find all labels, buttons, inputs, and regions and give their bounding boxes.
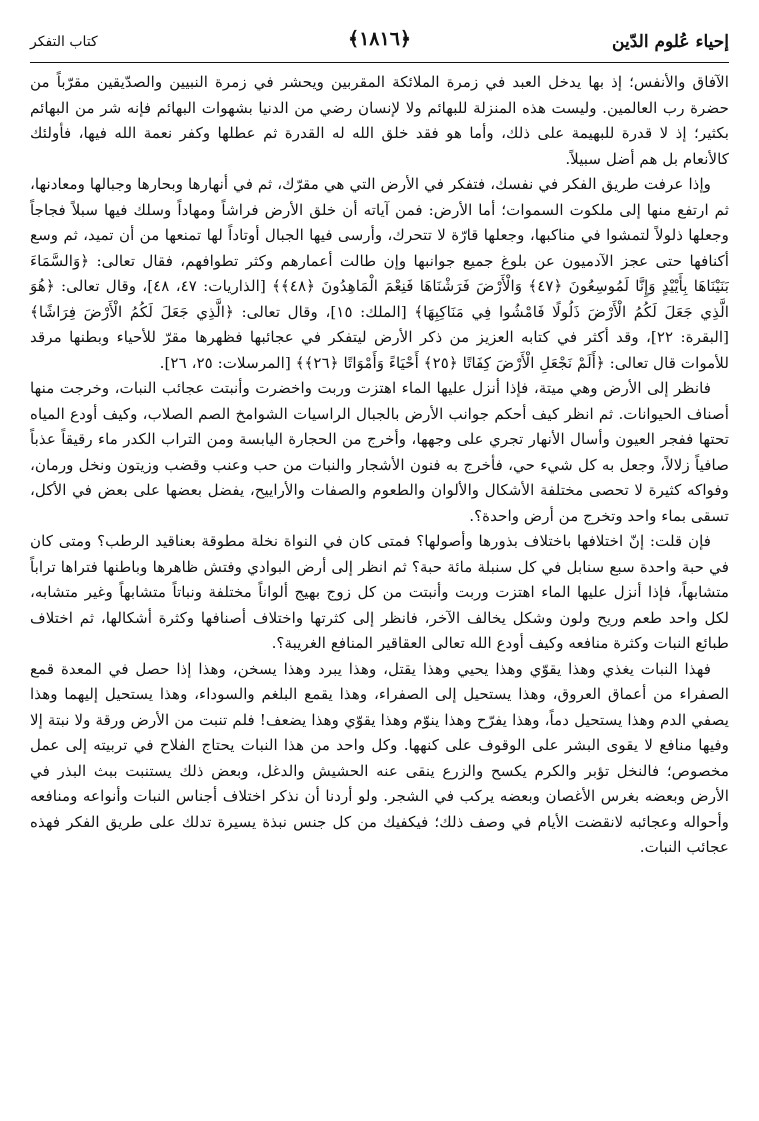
section-title: كتاب التفكر [30,34,98,50]
book-title: إحياء عُلوم الدّين [612,32,729,52]
paragraph-2: وإذا عرفت طريق الفكر في نفسك، فتفكر في الأرض التي هي مقرّك، ثم في أنهارها وبحارها وجبالها ومعادنها، ثم ارتفع منها إلى ملكوت السموات؛ أما الأرض: فمن آياته أن خلق الأرض فراشاً ومهاداً وسلك فيها سبلاً فجاجاً وجعلها ذلولاً لتمشوا في مناكبها، وجعلها قارّة لا تتحرك، وأرسى فيها الجبال أوتاداً لها تمنعها من أن تميد، ثم وسع أكنافها حتى عجز الآدميون عن بلوغ جميع جوانبها وإن طالت أعمارهم وكثر تطوافهم، فقال تعالى: ﴿وَالسَّمَاءَ بَنَيْنَاهَا بِأَيْيْدٍ وَإِنَّا لَمُوسِعُونَ ﴿٤٧﴾ وَالْأَرْضَ فَرَشْنَاهَا فَنِعْمَ الْمَاهِدُونَ ﴿٤٨﴾﴾ [الذاريات: ٤٧، ٤٨]، وقال تعالى: ﴿هُوَ الَّذِي جَعَلَ لَكُمُ الْأَرْضَ ذَلُولًا فَامْشُوا فِي مَنَاكِبِهَا﴾ [الملك: ١٥]، وقال تعالى: ﴿الَّذِي جَعَلَ لَكُمُ الْأَرْضَ فِرَاشًا﴾ [البقرة: ٢٢]، وقد أكثر في كتابه العزيز من ذكر الأرض ليتفكر في عجائبها فظهرها مقرّ للأحياء وبطنها مرقد للأموات قال تعالى: ﴿أَلَمْ نَجْعَلِ الْأَرْضَ كِفَاتًا ﴿٢٥﴾ أَحْيَاءً وَأَمْوَاتًا ﴿٢٦﴾﴾ [المرسلات: ٢٥، ٢٦]. [30,175,729,372]
page-header [30,18,729,64]
paragraph-3: فانظر إلى الأرض وهي ميتة، فإذا أنزل عليها الماء اهتزت وربت واخضرت وأنبتت عجائب النبات، وخرجت منها أصناف الحيوانات. ثم انظر كيف أحكم جوانب الأرض بالجبال الراسيات الشوامخ الصم الصلاب، وكيف أودع المياه تحتها ففجر العيون وأسال الأنهار تجري على وجهها، وأخرج من الحجارة اليابسة ومن التراب الكدر ماء رقيقاً عذباً صافياً زلالاً، وجعل به كل شيء حي، فأخرج به فنون الأشجار والنبات من حب وعنب وقضب وزيتون ونخل ورمان، وفواكه كثيرة لا تحصى مختلفة الأشكال والألوان والطعوم والصفات والأراييح، يفضل بعضها على بعض في الأكل، تسقى بماء واحد وتخرج من أرض واحدة؟. [30,379,729,525]
header-divider [30,62,729,63]
page-number: ﴿١٨١٦﴾ [347,28,412,50]
book-page [30,18,729,1111]
paragraph-5: فهذا النبات يغذي وهذا يقوّي وهذا يحيي وهذا يقتل، وهذا يبرد وهذا يسخن، وهذا إذا حصل في المعدة قمع الصفراء من أعماق العروق، وهذا يستحيل إلى الصفراء، وهذا يقمع البلغم والسوداء، وهذا يستحيل إليهما وهذا يصفي الدم وهذا يستحيل دماً، وهذا يفرّح وهذا ينوّم وهذا يقوّي وهذا يضعف! فلم تنبت من الأرض ورقة ولا نبتة إلا وفيها منافع لا يقوى البشر على الوقوف على كنهها. وكل واحد من هذا النبات يحتاج الفلاح في تربيته إلى عمل مخصوص؛ فالنخل تؤبر والكرم يكسح والزرع ينقى عنه الحشيش والدغل، وبعض ذلك يستنبت ببث البذر في الأرض وبعضه بغرس الأغصان وبعضه يركب في الشجر. ولو أردنا أن نذكر اختلاف أجناس النبات وأنواعه ومنافعه وأحواله وعجائبه لانقضت الأيام في وصف ذلك؛ فيكفيك من كل جنس نبذة يسيرة تدلك على طريق الفكر فهذه عجائب النبات. [30,659,729,856]
paragraph-1: الآفاق والأنفس؛ إذ بها يدخل العبد في زمرة الملائكة المقربين ويحشر في زمرة النبيين والصدّيقين مقرّباً من حضرة رب العالمين. وليست هذه المنزلة للبهائم ولا لإنسان رضي من الدنيا بشهوات البهائم فإنه شر من البهائم بكثير؛ إذ لا قدرة للبهيمة على ذلك، وأما هو فقد خلق الله له القدرة ثم عطلها وكفر نعمة الله فيها، فأولئك كالأنعام بل هم أضل سبيلاً. [30,73,729,168]
paragraph-4: فإن قلت: إنّ اختلافها باختلاف بذورها وأصولها؟ فمتى كان في النواة نخلة مطوقة بعناقيد الرطب؟ ومتى كان في حبة واحدة سبع سنابل في كل سنبلة مائة حبة؟ ثم انظر إلى أرض البوادي وفتش ظاهرها وباطنها فتراها تراباً متشابهاً، فإذا أنزل عليها الماء اهتزت وربت وأنبتت من كل زوج بهيج ألواناً مختلفة ونباتاً متشابهاً وغير متشابه، لكل واحد طعم وريح ولون وشكل يخالف الآخر، فانظر إلى كثرتها واختلاف أصنافها وكثرة أشكالها، ثم اختلاف طبائع النبات وكثرة منافعه وكيف أودع الله تعالى العقاقير المنافع الغريبة؟. [30,532,729,652]
page-body [30,70,729,861]
